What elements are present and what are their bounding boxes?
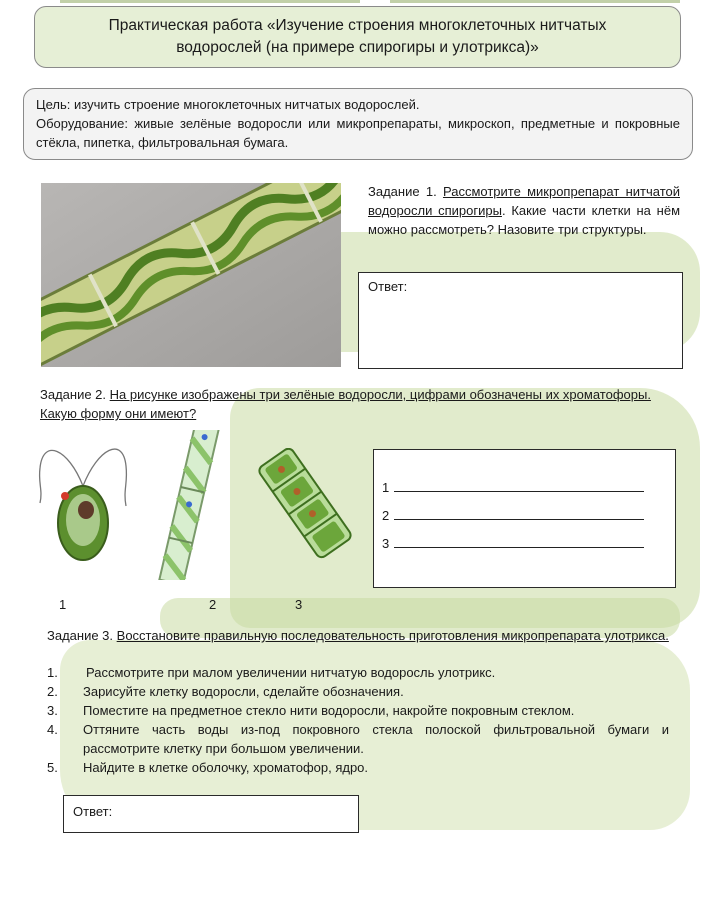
- answer-line-1[interactable]: [382, 479, 644, 495]
- task3-steps: [47, 663, 669, 777]
- ulothrix-figure: [155, 430, 230, 580]
- title-box: [34, 6, 681, 68]
- page-title-line2: водорослей (на примере спирогиры и улотрикса)»: [176, 39, 539, 56]
- step-num: 5.: [47, 760, 58, 775]
- task3-answer-box[interactable]: [63, 795, 359, 833]
- task2-instruction: На рисунке изображены три зелёные водоросли, цифрами обозначены их хроматофоры. Какую форму они имеют?: [40, 387, 651, 421]
- answer-line-2[interactable]: [382, 507, 644, 523]
- task1-answer-label: Ответ:: [368, 279, 408, 294]
- task2-text: [40, 385, 670, 423]
- spirogyra-micrograph: [41, 183, 341, 367]
- list-item: [47, 701, 669, 720]
- step-num: 2.: [47, 684, 58, 699]
- top-strip: [390, 0, 680, 3]
- list-item: [47, 720, 669, 758]
- task1-question: . Какие части клетки на нём можно рассмотреть? Назовите три структуры.: [368, 203, 681, 237]
- task1-instruction: Рассмотрите микропрепарат нитчатой водоросли спирогиры: [368, 184, 680, 218]
- task1-label: Задание 1.: [368, 184, 437, 199]
- chlamydomonas-figure: [38, 428, 128, 588]
- list-item: [47, 682, 669, 701]
- spirogyra-image: [41, 183, 341, 367]
- step-text: Зарисуйте клетку водоросли, сделайте обозначения.: [83, 684, 404, 699]
- task2-label: Задание 2.: [40, 387, 107, 402]
- task3-label: Задание 3.: [47, 628, 114, 643]
- goal-text: Цель: изучить строение многоклеточных нитчатых водорослей.: [36, 97, 420, 112]
- step-text: Найдите в клетке оболочку, хроматофор, ядро.: [83, 760, 369, 775]
- equipment-text: Оборудование: живые зелёные водоросли или микропрепараты, микроскоп, предметные и покровные стёкла, пипетка, фильтровальная бумага.: [36, 116, 680, 150]
- step-text: Поместите на предметное стекло нити водоросли, накройте покровным стеклом.: [83, 703, 575, 718]
- task3-instruction: Восстановите правильную последовательность приготовления микропрепарата улотрикса.: [116, 628, 669, 643]
- list-item: [47, 663, 669, 682]
- list-item: [47, 758, 669, 777]
- step-text: Рассмотрите при малом увеличении нитчатую водоросль улотрикс.: [86, 665, 496, 680]
- task3-answer-label: Ответ:: [73, 804, 113, 819]
- answer-line-3[interactable]: [382, 535, 644, 551]
- spirogyra-cells-figure: [255, 448, 355, 563]
- step-num: 1.: [47, 665, 58, 680]
- answer-line-1-num: 1: [382, 480, 390, 495]
- step-text: Оттяните часть воды из-под покровного стекла полоской фильтровальной бумаги и рассмотрите клетку при большом увеличении.: [83, 722, 669, 756]
- answer-line-3-num: 3: [382, 536, 390, 551]
- step-num: 3.: [47, 703, 58, 718]
- task1-answer-box[interactable]: [358, 272, 683, 369]
- answer-line-2-num: 2: [382, 508, 390, 523]
- figure-label-1: 1: [59, 597, 67, 612]
- task1-text: [368, 182, 680, 239]
- page-title-line1: Практическая работа «Изучение строения многоклеточных нитчатых: [108, 17, 607, 34]
- goal-box: [23, 88, 693, 160]
- figure-label-2: 2: [209, 597, 217, 612]
- figure-label-3: 3: [295, 597, 303, 612]
- task3-text: [47, 626, 672, 645]
- step-num: 4.: [47, 722, 58, 737]
- top-strip: [60, 0, 360, 3]
